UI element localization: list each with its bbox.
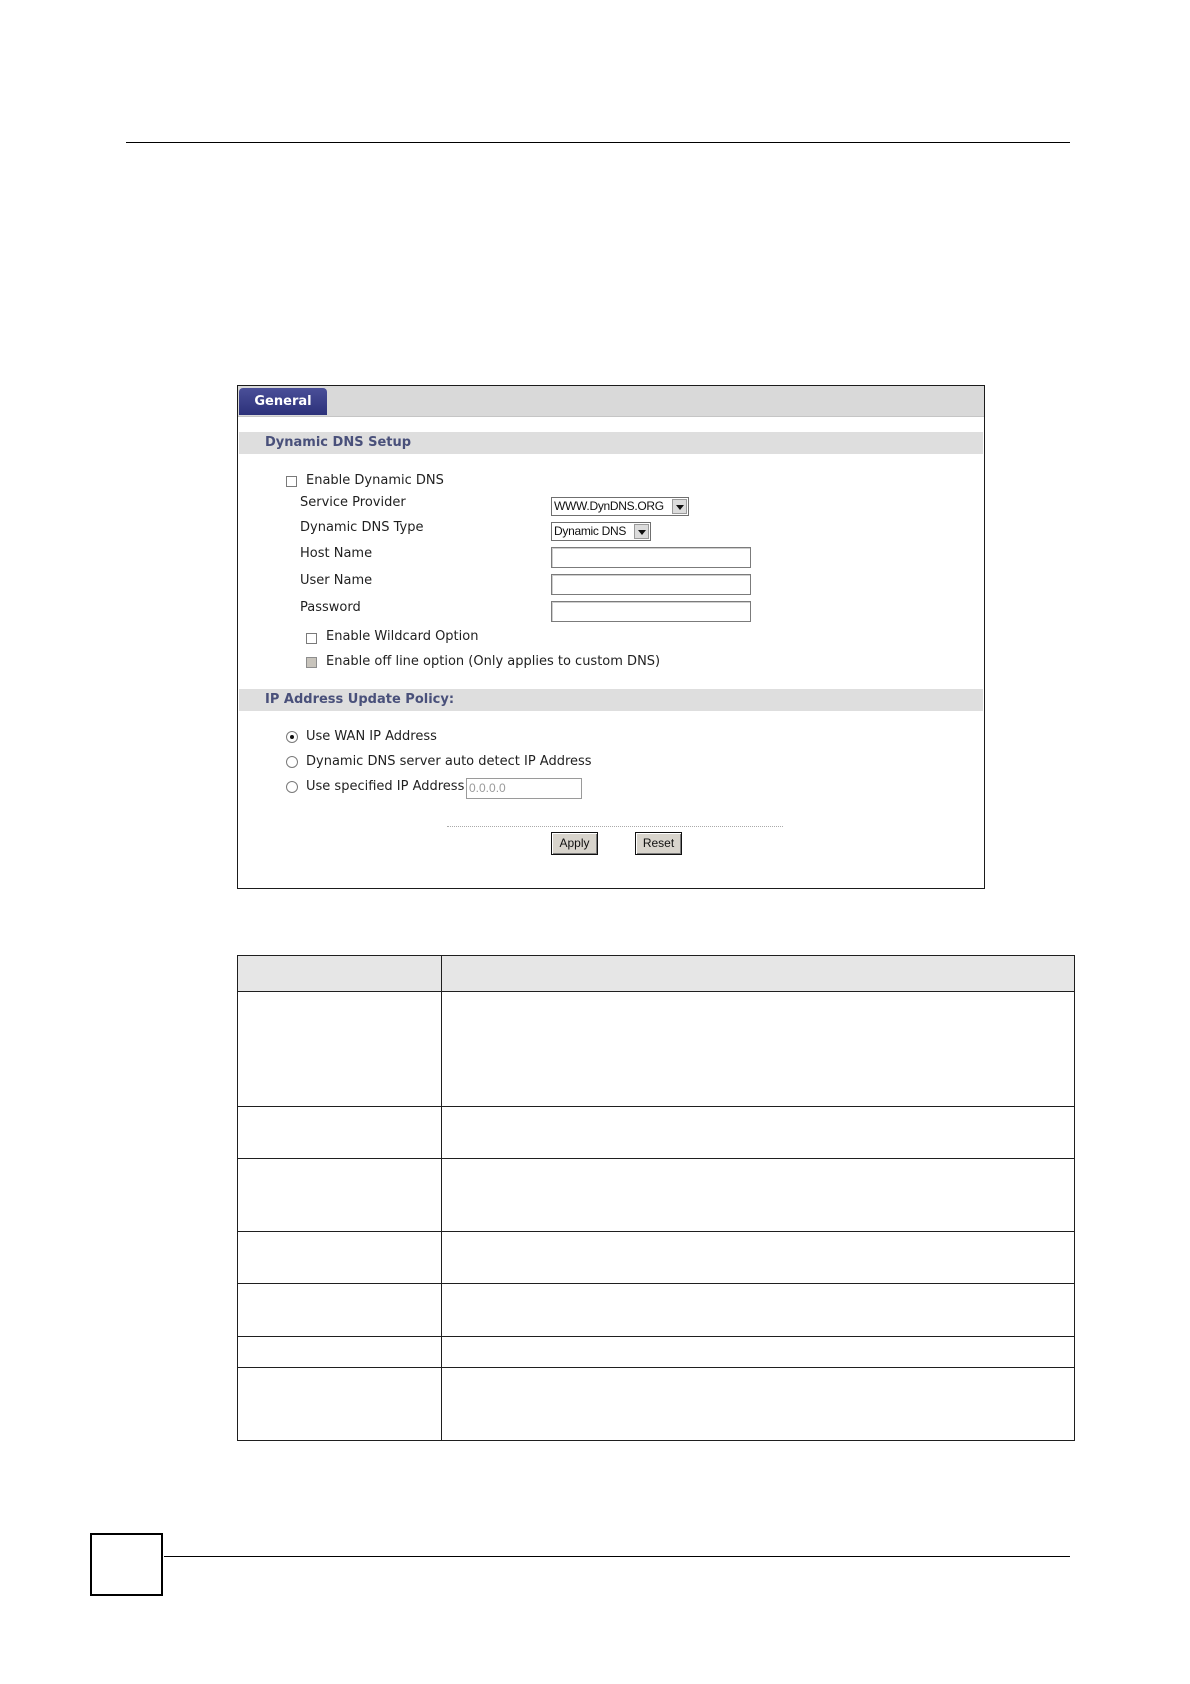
use-specified-ip-radio[interactable]: [286, 781, 298, 793]
table-row: [238, 1232, 1075, 1284]
dynamic-dns-type-label: Dynamic DNS Type: [300, 520, 424, 535]
dynamic-dns-screen: [237, 385, 985, 889]
use-wan-ip-label: Use WAN IP Address: [306, 729, 437, 744]
table-row: [238, 1284, 1075, 1337]
service-provider-select[interactable]: [551, 497, 689, 516]
host-name-input[interactable]: [551, 547, 751, 568]
table-cell: [442, 992, 1075, 1107]
auto-detect-ip-label: Dynamic DNS server auto detect IP Address: [306, 754, 592, 769]
table-cell: [238, 1368, 442, 1441]
table-cell: [238, 1107, 442, 1159]
enable-offline-checkbox[interactable]: [306, 657, 317, 668]
table-header-cell: [238, 956, 442, 992]
apply-button[interactable]: Apply: [551, 832, 598, 855]
tab-general[interactable]: General: [239, 388, 327, 415]
password-label: Password: [300, 600, 361, 615]
table-cell: [442, 1232, 1075, 1284]
field-description-table: [237, 955, 1075, 1441]
table-cell: [238, 1284, 442, 1337]
enable-dynamic-dns-label: Enable Dynamic DNS: [306, 473, 444, 488]
header-rule: [126, 142, 1070, 143]
dynamic-dns-type-select[interactable]: [551, 522, 651, 541]
footer-rule: [164, 1556, 1070, 1557]
use-wan-ip-radio[interactable]: [286, 731, 298, 743]
specified-ip-input[interactable]: 0.0.0.0: [466, 778, 582, 799]
enable-wildcard-checkbox[interactable]: [306, 633, 317, 644]
service-provider-label: Service Provider: [300, 495, 406, 510]
table-cell: [238, 1232, 442, 1284]
table-cell: [442, 1337, 1075, 1368]
user-name-label: User Name: [300, 573, 373, 588]
table-header-cell: [442, 956, 1075, 992]
enable-wildcard-label: Enable Wildcard Option: [326, 629, 479, 644]
table-cell: [442, 1159, 1075, 1232]
service-provider-value: WWW.DynDNS.ORG: [554, 499, 664, 513]
reset-button[interactable]: Reset: [635, 832, 682, 855]
table-row: [238, 992, 1075, 1107]
table-cell: [238, 1337, 442, 1368]
table-cell: [442, 1107, 1075, 1159]
chevron-down-icon: [672, 499, 687, 514]
table-row: [238, 1107, 1075, 1159]
table-cell: [238, 1159, 442, 1232]
dynamic-dns-type-value: Dynamic DNS: [554, 524, 627, 538]
table-row: [238, 1159, 1075, 1232]
page-number-box: [90, 1533, 163, 1596]
divider: [447, 826, 783, 827]
table-header-row: [238, 956, 1075, 992]
table-row: [238, 1368, 1075, 1441]
host-name-label: Host Name: [300, 546, 373, 561]
user-name-input[interactable]: [551, 574, 751, 595]
table-row: [238, 1337, 1075, 1368]
password-input[interactable]: [551, 601, 751, 622]
auto-detect-ip-radio[interactable]: [286, 756, 298, 768]
section-header-dynamic-dns-setup: Dynamic DNS Setup: [239, 432, 983, 454]
table-cell: [442, 1368, 1075, 1441]
enable-dynamic-dns-checkbox[interactable]: [286, 476, 297, 487]
section-header-ip-update-policy: IP Address Update Policy:: [239, 689, 983, 711]
table-cell: [442, 1284, 1075, 1337]
chevron-down-icon: [634, 524, 649, 539]
table-cell: [238, 992, 442, 1107]
use-specified-ip-label: Use specified IP Address: [306, 779, 465, 794]
enable-offline-label: Enable off line option (Only applies to custom DNS): [326, 654, 661, 669]
tab-bar: [238, 386, 984, 417]
